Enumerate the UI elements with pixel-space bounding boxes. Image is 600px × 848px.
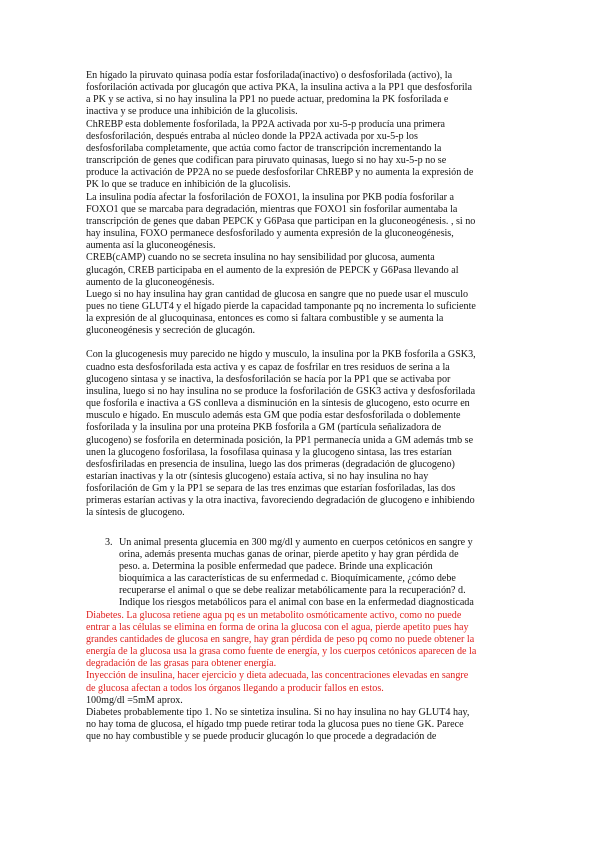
text-line: Luego si no hay insulina hay gran cantidad de glucosa en sangre que no puede usar el musculo xyxy=(86,288,469,300)
text-line: CREB(cAMP) cuando no se secreta insulina no hay sensibilidad por glucosa, aumenta xyxy=(86,252,435,264)
text-line: hay insulina, FOXO permanece desfosforilado y aumenta expresión de la gluconeogénesis, xyxy=(86,228,454,240)
text-line: de glucosa afectan a todos los órganos llegando a producir fallos en estos. xyxy=(86,682,384,694)
text-line: cuadno esta desfosforilada esta activa y es capaz de fosfrilar en tres residuos de serina a la xyxy=(86,361,450,373)
text-line: la expresión de al glucoquinasa, entonces es como si faltara combustible y se aumenta la xyxy=(86,313,444,325)
paragraph-chrebp xyxy=(86,119,514,192)
document-body xyxy=(86,70,514,743)
text-line: Diabetes probablemente tipo 1. No se sintetiza insulina. Si no hay insulina no hay GLUT4 hay, xyxy=(86,706,470,718)
paragraph-diabetes-type1 xyxy=(86,707,514,743)
text-line: degradación de las grasas para obtener energía. xyxy=(86,658,277,670)
text-line: insulina, luego si no hay insulina no se produce la fosforilación de GSK3 activa y desfosforilada xyxy=(86,385,476,397)
paragraph-pyruvate-kinase xyxy=(86,70,514,119)
text-line: glucogeno) se fosforila en determinada posición, la PP1 permanecía unida a GM además tmb se xyxy=(86,434,474,446)
text-line: grandes cantidades de glucosa en sangre, hay gran pérdida de peso pq como no puede obtener la xyxy=(86,633,475,645)
text-line: glucagón, CREB participaba en el aumento de la expresión de PEPCK y G6Pasa llevando al xyxy=(86,264,459,276)
paragraph-spacer xyxy=(86,337,514,349)
text-line: En hígado la piruvato quinasa podía estar fosforilada(inactivo) o desfosforilada (activo), la xyxy=(86,70,453,81)
text-line: la síntesis de glucogeno. xyxy=(86,507,185,519)
text-line: transcripción de genes que codifican para piruvato quinasas, luego si no hay xu-5-p no se xyxy=(86,155,447,167)
text-line: que fosforila e inactiva a GS conlleva a disminución en la síntesis de glucogeno, esto ocurre en xyxy=(86,398,470,410)
paragraph-no-insulin xyxy=(86,289,514,338)
text-line: fosforilación activada por glucagón que activa PKA, la insulina activa a la PP1 que desfosforila xyxy=(86,82,472,94)
conversion-note: 100mg/dl =5mM aprox. xyxy=(86,694,183,706)
text-line: Un animal presenta glucemia en 300 mg/dl y aumento en cuerpos cetónicos en sangre y xyxy=(119,536,473,548)
question-item xyxy=(86,537,514,610)
text-line: orina, además presenta muchas ganas de orinar, pierde apetito y hay gran pérdida de xyxy=(119,548,459,560)
text-line: pues no tiene GLUT4 y el hígado pierde la capacidad tamponante pq no incrementa lo suficiente xyxy=(86,300,476,312)
text-line: primeras estarían activas y la otra inactiva, favoreciendo degradación de glucogeno e inhibiendo xyxy=(86,495,475,507)
text-line: produce la activación de PP2A no se puede desfosforilar ChREBP y no aumenta la expresión de xyxy=(86,167,474,179)
text-line: Indique los riesgos metabólicos para el animal con base en la enfermedad diagnosticada xyxy=(119,597,474,609)
text-line: ChREBP esta doblemente fosforilada, la PP2A activada por xu-5-p producía una primera xyxy=(86,118,445,130)
text-line: no hay toma de glucosa, el hígado tmp puede retirar toda la glucosa pues no tiene GK. Parece xyxy=(86,718,464,730)
text-line: energía de la glucosa usa la grasa como fuente de energía, y los cuerpos cetónicos aparecen de la xyxy=(86,646,477,658)
text-line: transcripción de genes que daban PEPCK y G6Pasa que participan en la gluconeogénesis. , si no xyxy=(86,215,476,227)
text-line: Diabetes. La glucosa retiene agua pq es un metabolito osmóticamente activo, como no puede xyxy=(86,609,462,621)
question-number: 3. xyxy=(105,536,113,548)
text-line: desfosforilaba completamente, que actúa como factor de transcripción incrementando la xyxy=(86,142,442,154)
paragraph-spacer xyxy=(86,520,514,532)
text-line: desfosforilación, después entraba al núcleo donde la PP2A activada por xu-5-p los xyxy=(86,130,418,142)
text-line: Inyección de insulina, hacer ejercicio y dieta adecuada, las concentraciones elevadas en sangre xyxy=(86,670,469,682)
text-line: desfosfiriladas en presencia de insulina, luego las dos primeras (degradación de glucogeno) xyxy=(86,458,455,470)
answer-diabetes-explanation xyxy=(86,610,514,671)
text-line: gluconeogénesis y secreción de glucagón. xyxy=(86,325,256,337)
text-line: entrar a las células se elimina en forma de orina la glucosa con el agua, pierde apetito pues hay xyxy=(86,621,469,633)
text-line: estarían inactivas y la otr (síntesis glucogeno) estaía activa, si no hay insulina no hay xyxy=(86,471,429,482)
text-line: glucogeno sintasa y se inactiva, la desfosforilación se hacía por la PP1 que se activaba por xyxy=(86,373,451,385)
text-line: aumento de la gluconeogénesis. xyxy=(86,276,215,288)
text-line: que no hay combustible y se puede producir glucagón lo que procede a degradación de xyxy=(86,731,437,743)
paragraph-creb xyxy=(86,252,514,288)
text-line: La insulina podía afectar la fosforilación de FOXO1, la insulina por PKB podía fosforilar a xyxy=(86,191,455,203)
text-line: PK lo que se traduce en inhibición de la glucolisis. xyxy=(86,179,291,191)
text-line: musculo e hígado. En musculo además esta GM que podía estar desfosforilada o doblemente xyxy=(86,410,461,422)
text-line: peso. a. Determina la posible enfermedad que padece. Brinde una explicación xyxy=(119,560,433,572)
text-line: a PK y se activa, si no hay insulina la PP1 no puede actuar, predomina la PK fosforilada e xyxy=(86,94,449,106)
text-line: inactiva y se produce una inhibición de la glucolisis. xyxy=(86,106,298,118)
text-line: bioquímica a las características de su enfermedad c. Bioquímicamente, ¿cómo debe xyxy=(119,573,456,585)
text-line: unen la glucogeno fosforilasa, la fosofilasa quinasa y la glucogeno sintasa, las tres estarían xyxy=(86,446,452,458)
paragraph-foxo1 xyxy=(86,192,514,253)
text-line: Con la glucogenesis muy parecido ne higdo y musculo, la insulina por la PKB fosforila a GSK3, xyxy=(86,349,476,361)
text-line: FOXO1 que se marcaba para degradación, mientras que FOXO1 sin fosforilar aumentaba la xyxy=(86,203,458,215)
text-line: aumenta así la gluconeogénesis. xyxy=(86,240,216,252)
text-line: fosforilada y la insulina por una proteína PKB fosforila a GM (partícula señalizadora de xyxy=(86,422,442,434)
paragraph-glycogenesis xyxy=(86,349,514,519)
answer-treatment xyxy=(86,670,514,694)
text-line: fosforilación de Gm y la PP1 se separa de las tres enzimas que estarían fosforiladas, las dos xyxy=(86,483,456,495)
text-line: recuperarse el animal o que se debe realizar metabólicamente para la recuperación? d. xyxy=(119,585,466,597)
